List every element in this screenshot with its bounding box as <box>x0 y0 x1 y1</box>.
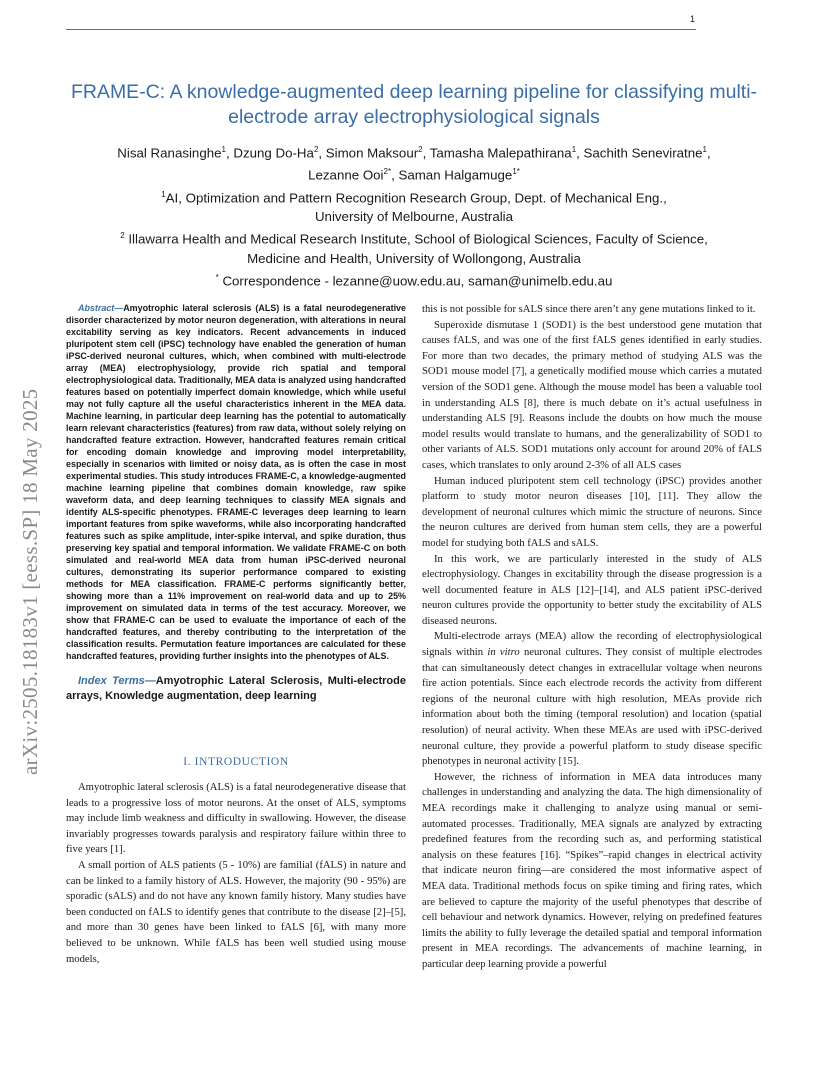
index-terms <box>66 674 406 704</box>
intro-paragraph: A small portion of ALS patients (5 - 10%) are familial (fALS) in nature and can be linked to a family history of ALS. However, the majority (90 - 95%) are sporadic (sALS) and do not have any known family history. Many studies have been conducted on fALS to identify genes that contribute to the disease [2]–[5], and more than 30 genes have been linked to fALS [6], with many more believed to be unknown. While fALS has been well studied using mouse models, <box>66 859 406 965</box>
correspondence <box>40 268 788 290</box>
arxiv-stamp: arXiv:2505.18183v1 [eess.SP] 18 May 2025 <box>18 388 42 775</box>
section-heading: I. INTRODUCTION <box>183 756 289 768</box>
intro-paragraph: In this work, we are particularly interested in the study of ALS electrophysiology. Changes in excitability through the disease progression is a well documented feature in ALS [12]–[14], and ALS patient iPSC-derived neuron cultures provide the opportunity to better study the excitability of ALS diseased neurons. <box>422 553 762 627</box>
abstract <box>66 302 406 662</box>
author-block <box>40 140 788 290</box>
affiliation-text: AI, Optimization and Pattern Recognition Research Group, Dept. of Mechanical Eng., <box>165 190 667 206</box>
index-terms-dash: — <box>144 675 156 687</box>
author-name: Simon Maksour <box>325 145 419 161</box>
author-sup: 2 <box>418 145 423 154</box>
author-sup: 2 <box>313 145 319 154</box>
author-name: Lezanne Ooi <box>308 167 384 183</box>
text-run: Multi-electrode arrays (MEA) allow the recording of electrophysiological signals within <box>422 631 762 659</box>
intro-paragraph: Amyotrophic lateral sclerosis (ALS) is a fatal neurodegenerative disease that leads to a progressive loss of motor neurons. At the onset of ALS, symptoms may include limb weakness and difficulty in swallowing. However, the disease invariably progresses towards paralysis and respiratory failure within three to five years [1]. <box>66 782 406 856</box>
abstract-dash: — <box>114 303 124 313</box>
intro-paragraph: Human induced pluripotent stem cell technology (iPSC) provides another platform to study motor neuron diseases [10], [11]. They allow the development of neuronal cultures which mimic the structure of neurons. Since the neuron cultures are derived from human stem cells, they are a powerful model for studying both fALS and sALS. <box>422 475 762 549</box>
author-name: Dzung Do-Ha <box>233 145 314 161</box>
affiliation-sup: 2 <box>120 231 125 241</box>
index-terms-lead: Index Terms <box>78 675 145 687</box>
author-sup: 1* <box>512 167 520 177</box>
author-name: Nisal Ranasinghe <box>117 145 222 161</box>
intro-paragraph: Superoxide dismutase 1 (SOD1) is the best understood gene mutation that causes fALS, and was one of the first fALS genes identified in early studies. For more than two decades, the primary method of studying ALS was the SOD1 mouse model [7], a genetically modified mouse which carries a mutated version of the SOD1 gene. Although the mouse model has been a valuable tool in understanding ALS [8], there is much debate on it’s actual usefulness in understanding ALS [9]. Reasons include the doubts on how much the mouse model results would translate to humans, and the generalizability of SOD1 to other variants of ALS. SOD1 mutations only account for around 20% of fALS cases, which translates to only around 2-3% of all ALS cases <box>422 319 762 471</box>
italic-term: in vitro <box>487 647 520 659</box>
intro-paragraph-continuation: this is not possible for sALS since there aren’t any gene mutations linked to it. <box>422 304 756 315</box>
intro-paragraph <box>422 629 762 769</box>
right-column <box>422 302 762 973</box>
abstract-lead: Abstract <box>78 303 115 313</box>
index-terms-text: Amyotrophic Lateral Sclerosis, Multi-electrode arrays, Knowledge augmentation, deep learning <box>66 675 406 702</box>
correspondence-sup: * <box>215 272 219 282</box>
affiliation-2-line-2: Medicine and Health, University of Wollongong, Australia <box>247 250 581 266</box>
affiliation-text: Illawarra Health and Medical Research Institute, School of Biological Sciences, Faculty of Science, <box>128 231 708 247</box>
author-sup: 1 <box>221 145 226 154</box>
author-name: Saman Halgamuge <box>398 167 513 183</box>
author-sup: 1 <box>702 145 707 154</box>
author-line-2: Lezanne Ooi$^{2*}$, Saman Halgamuge$^{1*}$ <box>308 167 520 183</box>
correspondence-text: Correspondence - lezanne@uow.edu.au, saman@unimelb.edu.au <box>222 273 613 289</box>
left-column <box>66 302 406 967</box>
author-name: Tamasha Malepathirana <box>429 145 572 161</box>
paper-title: FRAME-C: A knowledge-augmented deep learning pipeline for classifying multi-electrode array electrophysiological signals <box>70 81 758 128</box>
intro-paragraph: However, the richness of information in MEA data introduces many challenges in understanding and analyzing the data. The high dimensionality of MEA recordings make it challenging to analyze using manual or semi-automated processes. Traditionally, MEA signals are analyzed by extracting predefined features from the recording such as, and performing statistical analysis on these features [16]. “Spikes”–rapid changes in electrical activity that indicate neuron firing—are considered the most informative aspect of MEA data. Traditional methods focus on spike timing and firing rates, which are believed to capture the majority of the useful phenotypes that describe of cell behaviour and network dynamics. However, relying on predefined features limits the ability to fully leverage the detailed spatial and temporal information present in MEA recordings. The advancements of machine learning, in particular deep learning provide a powerful <box>422 771 762 970</box>
affiliation-1 <box>40 185 788 207</box>
affiliation-2 <box>40 226 788 248</box>
author-line-1: Nisal Ranasinghe$^1$, Dzung Do-Ha$^2$, Simon Maksour$^2$, Tamasha Malepathirana$^1$, Sachith Seneviratne$^1$, <box>117 145 711 161</box>
author-sup: 2* <box>383 167 392 177</box>
affiliation-sup: 1 <box>161 189 166 199</box>
affiliation-1-line-2: University of Melbourne, Australia <box>314 209 514 225</box>
abstract-text: Amyotrophic lateral sclerosis (ALS) is a fatal neurodegenerative disorder characterized by motor neuron degeneration, with alterations in neural excitability serving as key indicators. Recent advancements in induced pluripotent stem cell (iPSC) technology have enabled the generation of human iPSC-derived neuronal cultures, which, when combined with multi-electrode array (MEA) electrophysiology, provide rich spatial and temporal electrophysiological data. Traditionally, MEA data is analyzed using handcrafted features based on potentially imperfect domain knowledge, which while useful may not fully capture all the useful characteristics inherent in the MEA data. Machine learning, in particular deep learning has the potential to automatically learn relevant characteristics (features) from raw data, without solely relying on handcrafted feature extraction. However, handcrafted features remain critical for encoding domain knowledge and improving model interpretability, especially in scenarios with limited or noisy data, as is often the case in most experimental studies. This study introduces FRAME-C, a knowledge-augmented machine learning pipeline that combines domain knowledge, raw spike waveform data, and deep learning techniques to classify MEA signals and identify ALS-specific phenotypes. FRAME-C leverages deep learning to learn important features from spike waveforms, while also incorporating handcrafted features such as spike amplitude, inter-spike interval, and spike duration, thus preserving key spatial and temporal information. We validate FRAME-C on both simulated and real-world MEA data from human iPSC-derived neuronal cultures, demonstrating its superior performance compared to existing methods for MEA classification. FRAME-C performs significantly better, showing more than a 11% improvement on real-world data and up to 25% improvement on simulated data in terms of the test accuracy. Moreover, we show that FRAME-C can be used to evaluate the importance of each of the handcrafted features, and thereby contributing to the interpretation of the classification results. Permutation feature importances are calculated for these handcrafted features, providing further insights into the phenotypes of ALS. <box>66 303 406 661</box>
author-name: Sachith Seneviratne <box>583 145 703 161</box>
text-run: neuronal cultures. They consist of multiple electrodes that can simultaneously detect changes in extracellular voltage when neurons fire action potentials. Since each electrode records the activity from different regions of the neuronal culture with high resolution, MEAs provide rich information about both the timing (temporal resolution) and location (spatial resolution) of neural activity. When these MEAs are used with iPSC-derived neuronal culture, they provide a powerful platform to study disease specific phenotypes in neuronal activity [15]. <box>422 647 762 768</box>
page-number: 1 <box>690 14 696 24</box>
author-sup: 1 <box>571 145 577 154</box>
header-rule <box>66 29 696 30</box>
